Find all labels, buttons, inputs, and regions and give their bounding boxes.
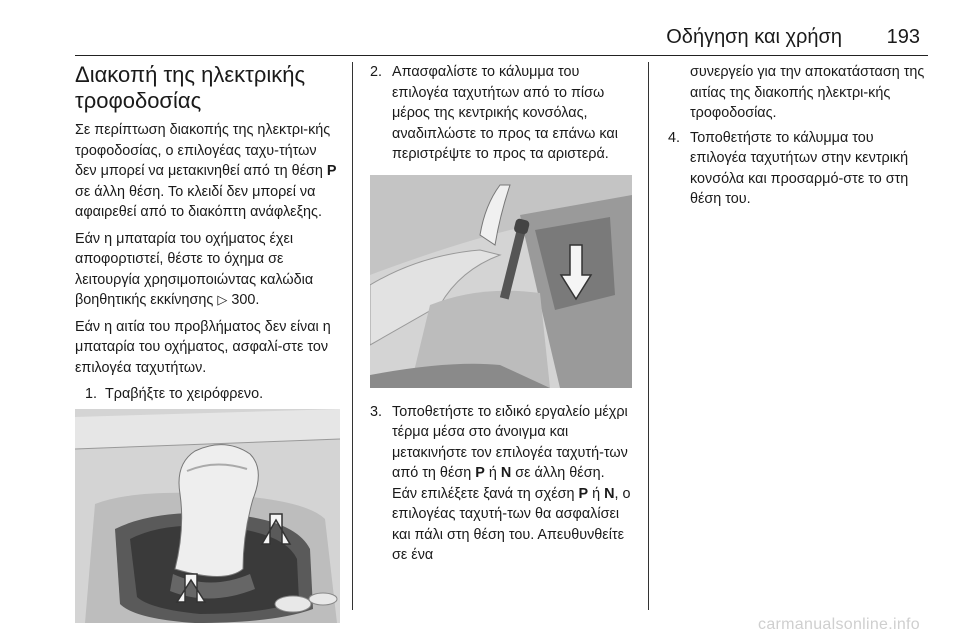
paragraph-1 — [75, 120, 340, 223]
step-3-text-b: ή — [484, 465, 501, 481]
step-1-text: Τραβήξτε το χειρόφρενο. — [105, 386, 264, 402]
column-2 — [370, 62, 632, 566]
page-header — [0, 0, 960, 56]
step-2-text: Απασφαλίστε το κάλυμμα του επιλογέα ταχυτήτων από το πίσω μέρος της κεντρικής κονσόλας, αναδιπλώστε το προς τα επάνω και περιστρέψτε το προς τα αριστερά. — [392, 64, 618, 162]
step-3-bold-p2: P — [578, 485, 589, 502]
step-3-number: 3. — [370, 403, 383, 420]
p1-bold-p: P — [326, 163, 337, 179]
page-reference-link[interactable]: 300. — [231, 292, 260, 308]
step-1-number: 1. — [85, 386, 98, 402]
paragraph-3: Εάν η αιτία του προβλήματος δεν είναι η μπαταρία του οχήματος, ασφαλί‐στε τον επιλογέα ταχυτήτων. — [75, 318, 331, 376]
step-2 — [370, 62, 632, 165]
triangle-right-icon: ▷ — [217, 292, 228, 307]
step-3 — [370, 402, 632, 566]
column-divider-1 — [352, 62, 353, 610]
step-3-continued — [668, 62, 930, 124]
column-3 — [668, 62, 930, 210]
paragraph-2 — [75, 229, 340, 311]
page-number: 193 — [886, 26, 920, 48]
console-cover-illustration — [370, 175, 632, 388]
p2-text: Εάν η μπαταρία του οχήματος έχει αποφορτιστεί, θέστε το όχημα σε λειτουργία χρησιμοποιώντας καλώδια βοηθητικής εκκίνησης — [75, 230, 314, 308]
watermark: carmanualsonline.info — [758, 616, 920, 633]
step-3-text-e: , ο επιλογέας ταχυτή‐των θα ασφαλίσει και πάλι στη θέση του. Απευθυνθείτε σε ένα — [392, 485, 631, 563]
step-4-text: Τοποθετήστε το κάλυμμα του επιλογέα ταχυτήτων στην κεντρική κονσόλα και προσαρμό‐στε το στη θέση του. — [690, 129, 909, 207]
step-4 — [668, 128, 930, 210]
step-3-bold-p1: P — [475, 465, 485, 481]
step-3-continued-text: συνεργείο για την αποκατάσταση της αιτίας της διακοπής ηλεκτρι‐κής τροφοδοσίας. — [690, 64, 925, 121]
step-3-bold-n1: N — [500, 465, 512, 481]
step-3-text — [392, 402, 632, 566]
section-title: Οδήγηση και χρήση — [666, 26, 842, 48]
step-2-number: 2. — [370, 64, 383, 80]
column-1 — [75, 62, 340, 623]
section-heading: Διακοπή της ηλεκτρικής τροφοδοσίας — [75, 62, 306, 113]
header-divider — [75, 55, 928, 56]
column-divider-2 — [648, 62, 649, 610]
console-cover-drawing — [370, 175, 632, 388]
gear-selector-illustration — [75, 409, 340, 623]
step-3-text-d: ή — [588, 485, 605, 502]
step-1 — [75, 384, 340, 405]
p1-text-c: σε άλλη θέση. Το κλειδί δεν μπορεί να αφαιρεθεί από το διακόπτη ανάφλεξης. — [75, 183, 322, 220]
p1-text-a: Σε περίπτωση διακοπής της ηλεκτρι‐κής τροφοδοσίας, ο επιλογέας ταχυ‐τήτων δεν μπορεί να μετακινηθεί από τη θέση — [75, 122, 331, 179]
step-3-text-a: Τοποθετήστε το ειδικό εργαλείο μέχρι τέρμα μέσα στο άνοιγμα και μετακινήστε τον επιλογέα ταχυτή‐των από τη θέση — [392, 403, 628, 481]
gear-selector-drawing — [75, 409, 340, 623]
step-3-text-c: σε άλλη θέση. Εάν επιλέξετε ξανά τη σχέση — [392, 465, 605, 502]
step-3-bold-n2: N — [604, 485, 615, 502]
step-4-number: 4. — [668, 129, 681, 146]
